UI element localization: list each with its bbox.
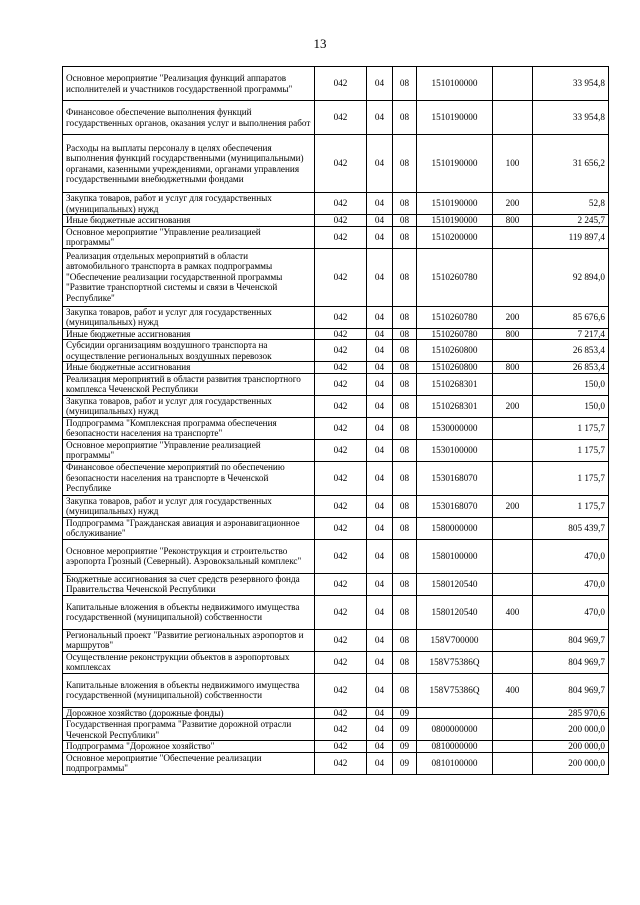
row-name: Основное мероприятие "Управление реализацией программы" [63, 226, 315, 248]
row-sum: 33 954,8 [533, 101, 609, 135]
row-vr: 400 [493, 673, 533, 707]
row-rz: 04 [367, 215, 393, 227]
row-csr: 1510190000 [417, 101, 493, 135]
row-pr: 09 [393, 707, 417, 719]
row-csr: 1510190000 [417, 215, 493, 227]
table-row [63, 707, 609, 719]
row-csr: 1510260800 [417, 362, 493, 374]
row-rz: 04 [367, 629, 393, 651]
table-row [63, 673, 609, 707]
row-name: Финансовое обеспечение мероприятий по обеспечению безопасности населения на транспорте в Чеченской Республике [63, 461, 315, 495]
row-sum: 804 969,7 [533, 673, 609, 707]
table-row [63, 439, 609, 461]
row-sum: 470,0 [533, 539, 609, 573]
row-csr: 158V75386Q [417, 673, 493, 707]
table-row [63, 193, 609, 215]
row-sum: 200 000,0 [533, 752, 609, 774]
row-vr [493, 651, 533, 673]
row-sum: 150,0 [533, 373, 609, 395]
row-csr: 1510260800 [417, 340, 493, 362]
row-rz: 04 [367, 461, 393, 495]
row-name: Закупка товаров, работ и услуг для государственных (муниципальных) нужд [63, 306, 315, 328]
row-name: Иные бюджетные ассигнования [63, 215, 315, 227]
row-csr: 1530000000 [417, 417, 493, 439]
row-vr [493, 629, 533, 651]
row-ved: 042 [315, 752, 367, 774]
row-sum: 804 969,7 [533, 651, 609, 673]
row-sum: 2 245,7 [533, 215, 609, 227]
row-csr: 1580120540 [417, 573, 493, 595]
row-csr: 1510200000 [417, 226, 493, 248]
row-pr: 08 [393, 362, 417, 374]
row-vr: 200 [493, 395, 533, 417]
table-row [63, 362, 609, 374]
row-sum: 470,0 [533, 573, 609, 595]
row-ved: 042 [315, 539, 367, 573]
row-pr: 08 [393, 573, 417, 595]
table-row [63, 226, 609, 248]
row-rz: 04 [367, 328, 393, 340]
row-csr: 1510260780 [417, 306, 493, 328]
row-name: Основное мероприятие "Реализация функций аппаратов исполнителей и участников государственной программы" [63, 67, 315, 101]
row-name: Осуществление реконструкции объектов в аэропортовых комплексах [63, 651, 315, 673]
row-vr [493, 373, 533, 395]
row-sum: 804 969,7 [533, 629, 609, 651]
row-sum: 119 897,4 [533, 226, 609, 248]
row-name: Региональный проект "Развитие региональных аэропортов и маршрутов" [63, 629, 315, 651]
row-pr: 08 [393, 135, 417, 193]
table-row [63, 517, 609, 539]
row-vr [493, 248, 533, 306]
row-ved: 042 [315, 629, 367, 651]
row-rz: 04 [367, 362, 393, 374]
row-pr: 09 [393, 719, 417, 741]
row-rz: 04 [367, 651, 393, 673]
row-vr [493, 752, 533, 774]
row-ved: 042 [315, 248, 367, 306]
row-ved: 042 [315, 328, 367, 340]
row-name: Закупка товаров, работ и услуг для государственных (муниципальных) нужд [63, 193, 315, 215]
row-csr: 1510190000 [417, 193, 493, 215]
row-sum: 26 853,4 [533, 362, 609, 374]
table-row [63, 595, 609, 629]
row-csr: 1580100000 [417, 539, 493, 573]
table-row [63, 495, 609, 517]
row-ved: 042 [315, 651, 367, 673]
row-csr [417, 707, 493, 719]
row-name: Реализация мероприятий в области развития транспортного комплекса Чеченской Республики [63, 373, 315, 395]
row-sum: 1 175,7 [533, 495, 609, 517]
row-vr [493, 340, 533, 362]
row-vr [493, 539, 533, 573]
row-csr: 1530168070 [417, 461, 493, 495]
row-ved: 042 [315, 67, 367, 101]
row-rz: 04 [367, 67, 393, 101]
row-pr: 08 [393, 417, 417, 439]
row-rz: 04 [367, 417, 393, 439]
row-ved: 042 [315, 101, 367, 135]
row-ved: 042 [315, 395, 367, 417]
row-sum: 7 217,4 [533, 328, 609, 340]
table-row [63, 417, 609, 439]
row-rz: 04 [367, 752, 393, 774]
row-pr: 08 [393, 373, 417, 395]
row-ved: 042 [315, 135, 367, 193]
row-vr: 200 [493, 306, 533, 328]
row-ved: 042 [315, 439, 367, 461]
table-row [63, 573, 609, 595]
table-row [63, 719, 609, 741]
row-name: Дорожное хозяйство (дорожные фонды) [63, 707, 315, 719]
row-name: Капитальные вложения в объекты недвижимого имущества государственной (муниципальной) собственности [63, 673, 315, 707]
row-pr: 08 [393, 215, 417, 227]
row-rz: 04 [367, 495, 393, 517]
row-pr: 08 [393, 67, 417, 101]
row-vr [493, 573, 533, 595]
row-sum: 200 000,0 [533, 741, 609, 753]
row-vr: 200 [493, 193, 533, 215]
row-rz: 04 [367, 741, 393, 753]
row-vr [493, 741, 533, 753]
row-name: Бюджетные ассигнования за счет средств резервного фонда Правительства Чеченской Республики [63, 573, 315, 595]
row-rz: 04 [367, 395, 393, 417]
row-vr [493, 417, 533, 439]
row-sum: 26 853,4 [533, 340, 609, 362]
row-pr: 08 [393, 395, 417, 417]
row-rz: 04 [367, 193, 393, 215]
row-sum: 92 894,0 [533, 248, 609, 306]
row-vr [493, 517, 533, 539]
row-csr: 1510100000 [417, 67, 493, 101]
row-name: Основное мероприятие "Управление реализацией программы" [63, 439, 315, 461]
row-sum: 285 970,6 [533, 707, 609, 719]
table-row [63, 461, 609, 495]
row-ved: 042 [315, 495, 367, 517]
row-rz: 04 [367, 101, 393, 135]
row-name: Капитальные вложения в объекты недвижимого имущества государственной (муниципальной) собственности [63, 595, 315, 629]
row-sum: 470,0 [533, 595, 609, 629]
row-rz: 04 [367, 306, 393, 328]
row-rz: 04 [367, 673, 393, 707]
table-row [63, 629, 609, 651]
row-rz: 04 [367, 340, 393, 362]
row-ved: 042 [315, 215, 367, 227]
row-name: Иные бюджетные ассигнования [63, 362, 315, 374]
row-vr: 800 [493, 215, 533, 227]
row-ved: 042 [315, 193, 367, 215]
row-pr: 08 [393, 340, 417, 362]
row-name: Подпрограмма "Комплексная программа обеспечения безопасности населения на транспорте" [63, 417, 315, 439]
row-pr: 09 [393, 741, 417, 753]
row-pr: 08 [393, 629, 417, 651]
row-csr: 1510268301 [417, 373, 493, 395]
row-sum: 200 000,0 [533, 719, 609, 741]
row-pr: 09 [393, 752, 417, 774]
row-pr: 08 [393, 226, 417, 248]
row-vr: 200 [493, 495, 533, 517]
page-number: 13 [313, 36, 327, 51]
row-rz: 04 [367, 373, 393, 395]
row-pr: 08 [393, 439, 417, 461]
row-ved: 042 [315, 373, 367, 395]
row-name: Реализация отдельных мероприятий в области автомобильного транспорта в рамках подпрограммы "Обеспечение реализации государственной программы "Развитие транспортной системы и связи в Чеченской Республике" [63, 248, 315, 306]
row-rz: 04 [367, 707, 393, 719]
row-ved: 042 [315, 741, 367, 753]
row-ved: 042 [315, 707, 367, 719]
table-row [63, 340, 609, 362]
row-ved: 042 [315, 673, 367, 707]
row-ved: 042 [315, 417, 367, 439]
row-csr: 1580000000 [417, 517, 493, 539]
row-pr: 08 [393, 248, 417, 306]
row-name: Финансовое обеспечение выполнения функций государственных органов, оказания услуг и выполнения работ [63, 101, 315, 135]
row-ved: 042 [315, 306, 367, 328]
row-pr: 08 [393, 306, 417, 328]
row-vr [493, 719, 533, 741]
row-vr: 400 [493, 595, 533, 629]
row-pr: 08 [393, 328, 417, 340]
row-pr: 08 [393, 539, 417, 573]
row-name: Подпрограмма "Гражданская авиация и аэронавигационное обслуживание" [63, 517, 315, 539]
table-row [63, 135, 609, 193]
row-csr: 0800000000 [417, 719, 493, 741]
row-name: Подпрограмма "Дорожное хозяйство" [63, 741, 315, 753]
row-vr: 100 [493, 135, 533, 193]
row-sum: 1 175,7 [533, 439, 609, 461]
row-rz: 04 [367, 226, 393, 248]
row-pr: 08 [393, 651, 417, 673]
table-row [63, 741, 609, 753]
row-pr: 08 [393, 101, 417, 135]
table-row [63, 651, 609, 673]
row-vr [493, 439, 533, 461]
row-csr: 1530168070 [417, 495, 493, 517]
row-csr: 0810100000 [417, 752, 493, 774]
row-name: Закупка товаров, работ и услуг для государственных (муниципальных) нужд [63, 395, 315, 417]
row-ved: 042 [315, 340, 367, 362]
row-csr: 1510190000 [417, 135, 493, 193]
row-rz: 04 [367, 573, 393, 595]
row-sum: 85 676,6 [533, 306, 609, 328]
row-pr: 08 [393, 517, 417, 539]
row-ved: 042 [315, 719, 367, 741]
row-rz: 04 [367, 539, 393, 573]
row-ved: 042 [315, 226, 367, 248]
row-ved: 042 [315, 461, 367, 495]
row-pr: 08 [393, 193, 417, 215]
row-name: Субсидии организациям воздушного транспорта на осуществление региональных воздушных перевозок [63, 340, 315, 362]
row-pr: 08 [393, 495, 417, 517]
row-vr [493, 67, 533, 101]
table-row [63, 752, 609, 774]
row-rz: 04 [367, 517, 393, 539]
row-sum: 150,0 [533, 395, 609, 417]
row-sum: 1 175,7 [533, 417, 609, 439]
row-name: Закупка товаров, работ и услуг для государственных (муниципальных) нужд [63, 495, 315, 517]
row-sum: 31 656,2 [533, 135, 609, 193]
row-name: Основное мероприятие "Обеспечение реализации подпрограммы" [63, 752, 315, 774]
row-csr: 158V75386Q [417, 651, 493, 673]
row-csr: 0810000000 [417, 741, 493, 753]
row-csr: 1580120540 [417, 595, 493, 629]
row-csr: 158V700000 [417, 629, 493, 651]
row-name: Основное мероприятие "Реконструкция и строительство аэропорта Грозный (Северный). Аэровокзальный комплекс" [63, 539, 315, 573]
table-row [63, 101, 609, 135]
row-ved: 042 [315, 595, 367, 629]
row-name: Расходы на выплаты персоналу в целях обеспечения выполнения функций государственными (муниципальными) органами, казенными учреждениями, органами управления государственными внебюджетными фондами [63, 135, 315, 193]
row-vr [493, 707, 533, 719]
row-rz: 04 [367, 439, 393, 461]
table-row [63, 248, 609, 306]
row-vr: 800 [493, 362, 533, 374]
row-csr: 1530100000 [417, 439, 493, 461]
table-row [63, 215, 609, 227]
budget-table [62, 66, 609, 775]
row-pr: 08 [393, 595, 417, 629]
table-row [63, 373, 609, 395]
row-sum: 52,8 [533, 193, 609, 215]
row-rz: 04 [367, 135, 393, 193]
table-row [63, 539, 609, 573]
row-name: Иные бюджетные ассигнования [63, 328, 315, 340]
row-vr: 800 [493, 328, 533, 340]
row-ved: 042 [315, 573, 367, 595]
row-vr [493, 101, 533, 135]
table-row [63, 306, 609, 328]
row-sum: 805 439,7 [533, 517, 609, 539]
row-pr: 08 [393, 673, 417, 707]
table-row [63, 328, 609, 340]
row-rz: 04 [367, 248, 393, 306]
row-csr: 1510268301 [417, 395, 493, 417]
row-csr: 1510260780 [417, 328, 493, 340]
row-vr [493, 226, 533, 248]
table-row [63, 395, 609, 417]
row-name: Государственная программа "Развитие дорожной отрасли Чеченской Республики" [63, 719, 315, 741]
budget-table-body [63, 67, 609, 775]
table-row [63, 67, 609, 101]
row-pr: 08 [393, 461, 417, 495]
row-csr: 1510260780 [417, 248, 493, 306]
row-rz: 04 [367, 719, 393, 741]
row-ved: 042 [315, 517, 367, 539]
row-sum: 33 954,8 [533, 67, 609, 101]
row-sum: 1 175,7 [533, 461, 609, 495]
row-ved: 042 [315, 362, 367, 374]
row-vr [493, 461, 533, 495]
row-rz: 04 [367, 595, 393, 629]
